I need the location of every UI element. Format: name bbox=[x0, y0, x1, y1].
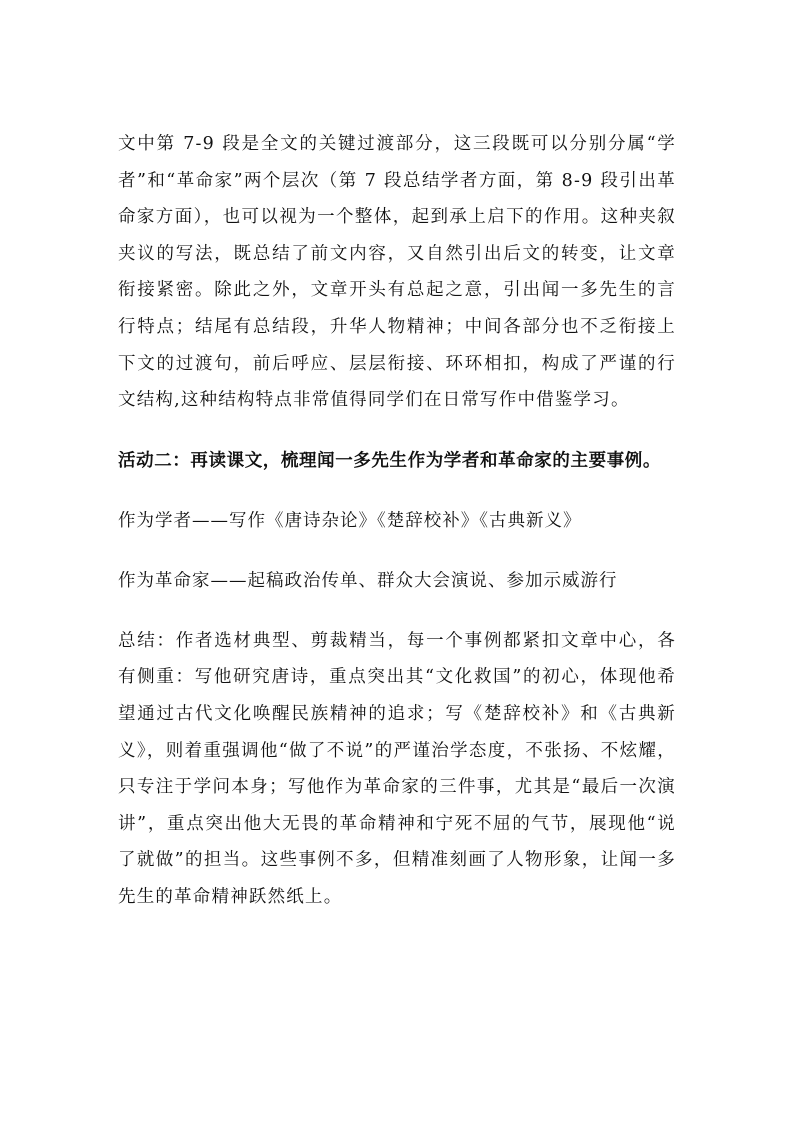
document-page bbox=[118, 126, 676, 916]
scholar-examples-line: 作为学者——写作《唐诗杂论》《楚辞校补》《古典新义》 bbox=[118, 510, 582, 531]
activity-two-heading: 活动二：再读课文，梳理闻一多先生作为学者和革命家的主要事例。 bbox=[118, 450, 661, 471]
revolutionary-examples-line: 作为革命家——起稿政治传单、群众大会演说、参加示威游行 bbox=[118, 570, 618, 591]
transition-analysis-paragraph: 文中第 7-9 段是全文的关键过渡部分，这三段既可以分别分属“学者”和“革命家”两个层次（第 7 段总结学者方面，第 8-9 段引出革命家方面），也可以视为一个整体，起到承上启下的作用。这种夹叙夹议的写法，既总结了前文内容，又自然引出后文的转变，让文章衔接紧密。除此之外，文章开头有总起之意，引出闻一多先生的言行特点；结尾有总结段，升华人物精神；中间各部分也不乏衔接上下文的过渡句，前后呼应、层层衔接、环环相扣，构成了严谨的行文结构,这种结构特点非常值得同学们在日常写作中借鉴学习。 bbox=[118, 134, 676, 411]
summary-paragraph: 总结：作者选材典型、剪裁精当，每一个事例都紧扣文章中心，各有侧重：写他研究唐诗，重点突出其“文化救国”的初心，体现他希望通过古代文化唤醒民族精神的追求；写《楚辞校补》和《古典新义》，则着重强调他“做了不说”的严谨治学态度，不张扬、不炫耀，只专注于学问本身；写他作为革命家的三件事，尤其是“最后一次演讲”，重点突出他大无畏的革命精神和宁死不屈的气节，展现他“说了就做”的担当。这些事例不多，但精准刻画了人物形象，让闻一多先生的革命精神跃然纸上。 bbox=[118, 630, 676, 907]
